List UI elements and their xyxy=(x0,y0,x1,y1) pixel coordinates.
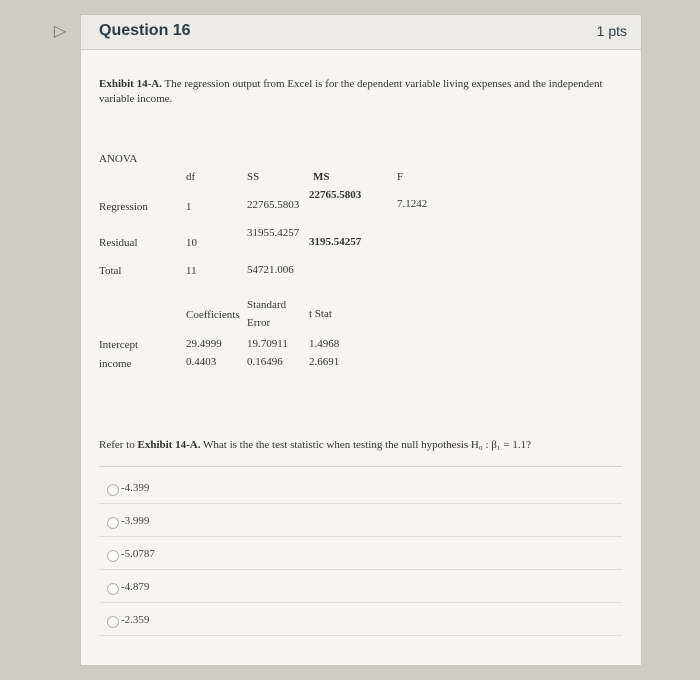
anova-header-f: F xyxy=(397,171,404,183)
coef-intercept-label: Intercept xyxy=(99,339,139,351)
question-header xyxy=(81,15,641,50)
prompt-suffix: What is the the test statistic when testing the null hypothesis H₀ : β₁ = 1.1? xyxy=(200,439,532,451)
coef-intercept-se: 19.70911 xyxy=(247,338,288,350)
answer-option-1[interactable] xyxy=(99,477,622,504)
question-points: 1 pts xyxy=(596,23,627,39)
anova-residual-df: 10 xyxy=(186,237,197,249)
anova-residual-ms: 3195.54257 xyxy=(309,236,362,248)
answer-option-label: -2.359 xyxy=(121,614,150,626)
anova-total-ss: 54721.006 xyxy=(247,264,294,276)
question-title: Question 16 xyxy=(99,22,191,39)
answer-option-5[interactable] xyxy=(99,609,622,636)
prompt-prefix: Refer to xyxy=(99,439,138,451)
anova-regression-df: 1 xyxy=(186,201,192,213)
radio-button[interactable] xyxy=(107,484,119,496)
divider xyxy=(99,466,622,467)
coef-income-se: 0.16496 xyxy=(247,356,283,368)
anova-label: ANOVA xyxy=(99,153,138,165)
answer-option-4[interactable] xyxy=(99,576,622,603)
exhibit-intro xyxy=(99,77,619,107)
anova-total-df: 11 xyxy=(186,265,197,277)
anova-regression-label: Regression xyxy=(99,201,148,213)
coef-intercept-t: 1.4968 xyxy=(309,338,340,350)
coef-header-tstat: t Stat xyxy=(309,308,332,320)
anova-residual-label: Residual xyxy=(99,237,138,249)
anova-header-df: df xyxy=(186,171,196,183)
anova-header-ss: SS xyxy=(247,171,260,183)
coef-header-std-error-2: Error xyxy=(247,317,271,329)
answer-option-2[interactable] xyxy=(99,510,622,537)
radio-button[interactable] xyxy=(107,583,119,595)
anova-residual-ss: 31955.4257 xyxy=(247,227,300,239)
coef-income-t: 2.6691 xyxy=(309,356,340,368)
bookmark-flag-icon[interactable]: ▷ xyxy=(53,21,67,40)
exhibit-text: The regression output from Excel is for the dependent variable living expenses and the independent variable income. xyxy=(99,78,603,105)
answer-option-label: -4.879 xyxy=(121,581,150,593)
question-prompt xyxy=(99,439,629,451)
coef-intercept-coef: 29.4999 xyxy=(186,338,222,350)
anova-header-ms: MS xyxy=(313,171,330,183)
question-card xyxy=(80,14,642,666)
exhibit-label: Exhibit 14-A. xyxy=(99,78,162,90)
anova-regression-f: 7.1242 xyxy=(397,198,428,210)
answer-option-3[interactable] xyxy=(99,543,622,570)
coef-header-coefficients: Coefficients xyxy=(186,309,240,321)
radio-button[interactable] xyxy=(107,517,119,529)
prompt-exhibit: Exhibit 14-A. xyxy=(137,439,201,451)
anova-total-label: Total xyxy=(99,265,122,277)
anova-regression-ss: 22765.5803 xyxy=(247,199,300,211)
answer-option-label: -5.0787 xyxy=(121,548,155,560)
coef-income-coef: 0.4403 xyxy=(186,356,217,368)
answer-option-label: -4.399 xyxy=(121,482,150,494)
coef-header-std-error-1: Standard xyxy=(247,299,287,311)
anova-regression-ms: 22765.5803 xyxy=(309,189,362,201)
radio-button[interactable] xyxy=(107,550,119,562)
coef-income-label: income xyxy=(99,358,132,370)
answer-option-label: -3.999 xyxy=(121,515,150,527)
radio-button[interactable] xyxy=(107,616,119,628)
